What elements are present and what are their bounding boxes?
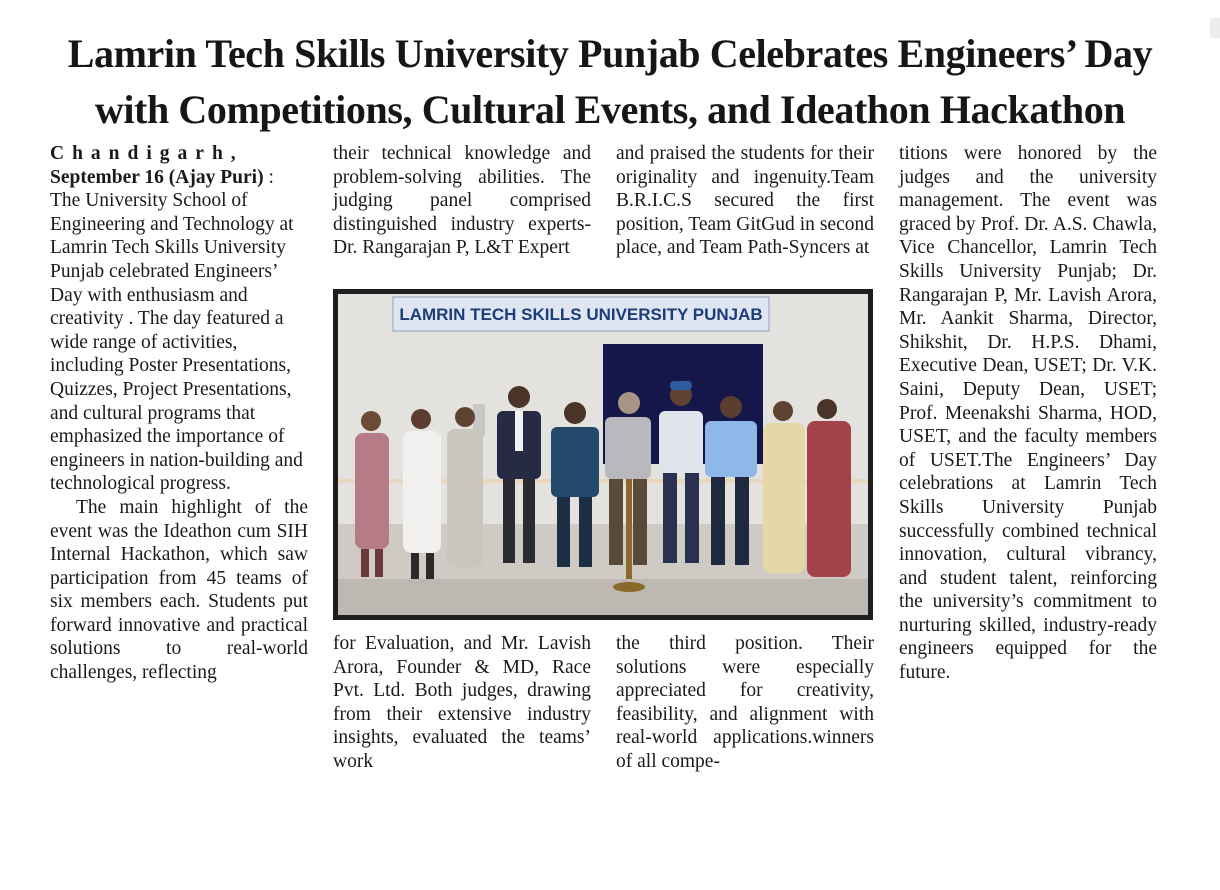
column-2-top-text: their technical knowledge and problem-solving abilities. The judging panel comprised distinguished industry experts- Dr. Rangarajan P, L&T Expert	[333, 143, 591, 259]
scrollbar-edge[interactable]	[1210, 18, 1220, 38]
article-paragraph-1: : The University School of Engineering and Technology at Lamrin Tech Skills University Punjab celebrated Engineers’ Day with enthusiasm and creativity . The day featured a wide range of activities, including Poster Presentations, Quizzes, Project Presentations, and cultural programs that emphasized the importance of engineers in nation-building and technological progress.	[50, 166, 303, 495]
headline	[40, 26, 1180, 138]
dateline-date: September 16 (Ajay Puri)	[50, 166, 264, 188]
column-2-bottom-text: for Evaluation, and Mr. Lavish Arora, Founder & MD, Race Pvt. Ltd. Both judges, drawing from their extensive industry insights, evaluated the teams’ work	[333, 633, 591, 772]
dateline-city: Chandigarh,	[50, 143, 244, 164]
photo-banner-text: LAMRIN TECH SKILLS UNIVERSITY PUNJAB	[399, 305, 763, 324]
article-column-1	[50, 142, 308, 685]
headline-line-2: with Competitions, Cultural Events, and Ideathon Hackathon	[94, 87, 1126, 132]
column-3-bottom-text: the third position. Their solutions were especially appreciated for creativity, feasibility, and alignment with real-world applications.winners of all compe-	[616, 633, 874, 772]
headline-line-1: Lamrin Tech Skills University Punjab Celebrates Engineers’ Day	[67, 31, 1153, 76]
article-column-4	[899, 142, 1157, 685]
event-photo	[333, 289, 873, 620]
article-column-2-top	[333, 142, 591, 260]
article-column-3-bottom	[616, 632, 874, 774]
article-paragraph-2: The main highlight of the event was the Ideathon cum SIH Internal Hackathon, which saw participation from 45 teams of six members each. Students put forward innovative and practical solutions to real-world challenges, reflecting	[50, 496, 308, 684]
column-3-top-text: and praised the students for their originality and ingenuity.Team B.R.I.C.S secured the first position, Team GitGud in second place, and Team Path-Syncers at	[616, 143, 874, 259]
column-4-text: titions were honored by the judges and the university management. The event was graced by Prof. Dr. A.S. Chawla, Vice Chancellor, Lamrin Tech Skills University Punjab; Dr. Rangarajan P, Mr. Lavish Arora, Mr. Aankit Sharma, Director, Shikshit, Dr. H.P.S. Dhami, Executive Dean, USET; Dr. V.K. Saini, Deputy Dean, USET; Prof. Meenakshi Sharma, HOD, USET, and the faculty members of USET.The Engineers’ Day celebrations at Lamrin Tech Skills University Punjab successfully combined technical innovation, cultural vibrancy, and student talent, reinforcing the university’s commitment to nurturing skilled, industry-ready engineers equipped for the future.	[899, 143, 1157, 684]
article-column-3-top	[616, 142, 874, 260]
article-column-2-bottom	[333, 632, 591, 774]
